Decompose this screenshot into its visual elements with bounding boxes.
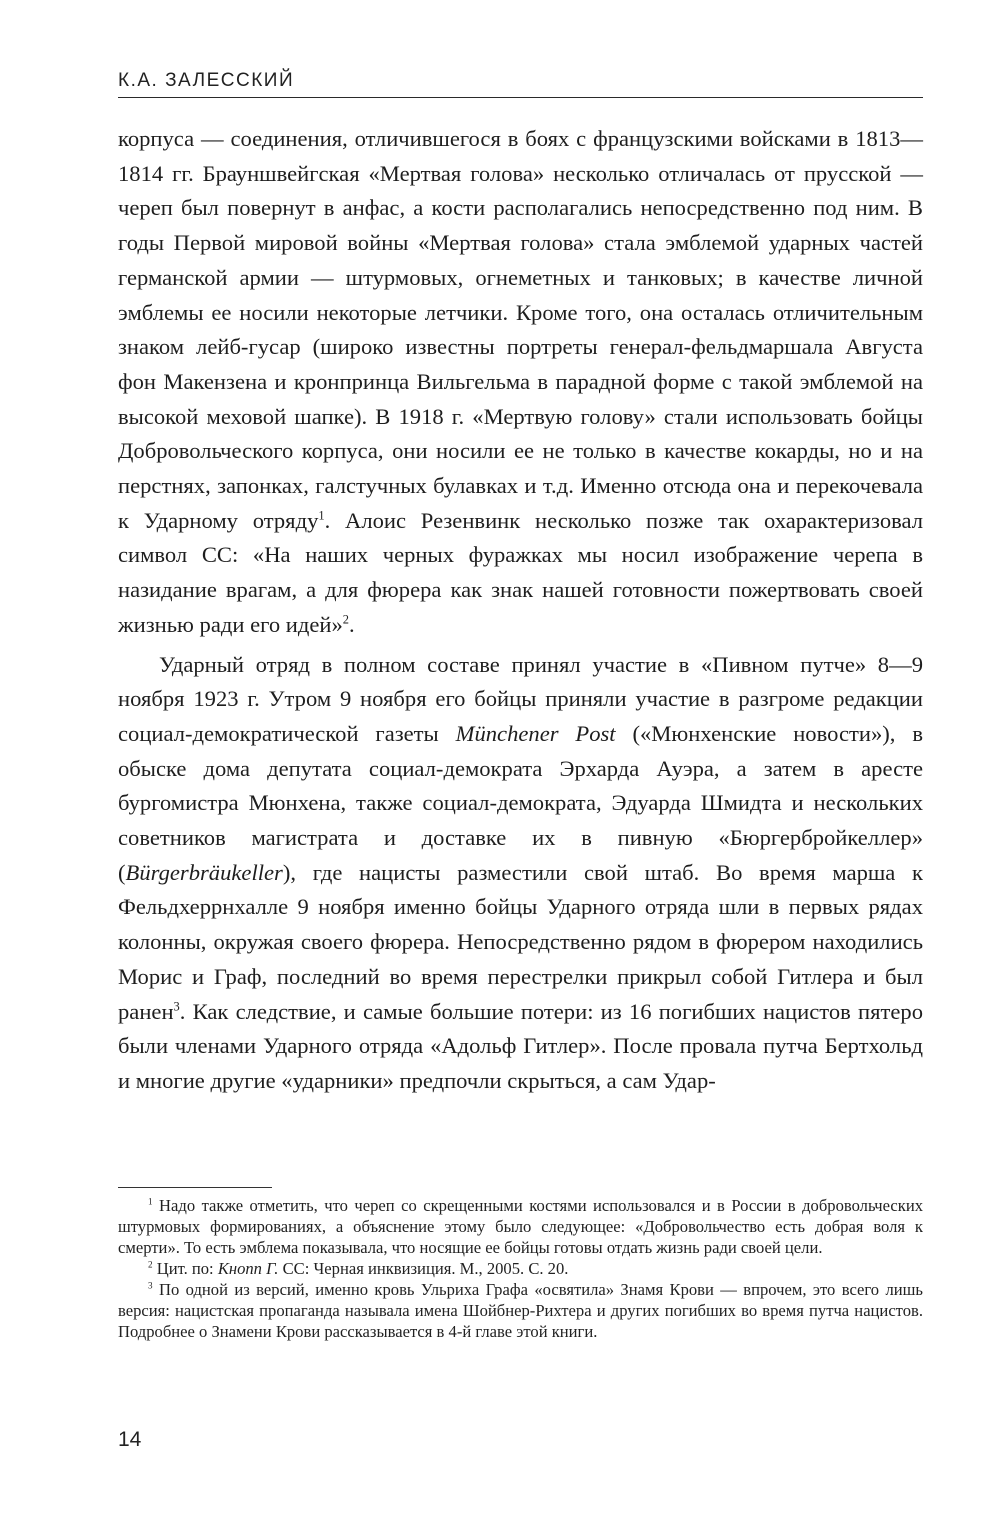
page-header <box>118 70 923 98</box>
footnote-ref-2[interactable]: 2 <box>342 612 350 627</box>
footnote-author: Кнопп Г. <box>217 1259 279 1278</box>
page-number: 14 <box>118 1428 142 1451</box>
footnote-number: 2 <box>148 1259 153 1270</box>
footnote-ref-3[interactable]: 3 <box>173 999 180 1014</box>
paragraph-2-text-d: . Как следствие, и самые большие потери: из 16 погибших нацистов пятеро были членами Ударного отряда «Адольф Гитлер». После провала путча Бертхольд и многие другие «ударники» предпочли скрыться, а сам Удар- <box>118 998 923 1093</box>
main-text <box>118 122 923 1099</box>
newspaper-title: Münchener Post <box>455 720 616 746</box>
footnote-divider <box>118 1187 272 1188</box>
footnote-3 <box>118 1279 923 1342</box>
paragraph-2-text-b: («Мюнхенские новости»), в обыске дома депутата социал-демократа Эрхарда Ауэра, а затем в аресте бургомистра Мюнхена, также социал-демократа, Эдуарда Шмидта и нескольких советников магистрата и доставке их в пивную «Бюргербройкеллер» ( <box>118 720 924 885</box>
paragraph-1 <box>118 122 923 643</box>
beer-hall-name: Bürgerbräukeller <box>125 859 283 885</box>
paragraph-2-text-c: ), где нацисты разместили свой штаб. Во время марша к Фельдхеррнхалле 9 ноября именно бойцы Ударного отряда шли в первых рядах колонны, окружая своего фюрера. Непосредственно рядом в фюрером находились Морис и Граф, последний во время перестрелки прикрыл собой Гитлера и был ранен <box>118 859 923 1024</box>
footnote-text: Надо также отметить, что череп со скрещенными костями использовался и в России в добровольческих штурмовых формированиях, а объяснение этому было следующее: «Добровольчество есть добрая воля к смерти». То есть эмблема показывала, что носящие ее бойцы готовы отдать жизнь ради своей цели. <box>118 1196 923 1257</box>
paragraph-2 <box>118 648 923 1099</box>
paragraph-1-text-c: . <box>349 611 355 637</box>
footnotes <box>118 1195 923 1342</box>
footnote-text: Цит. по: <box>152 1259 218 1278</box>
paragraph-2-text-a: Ударный отряд в полном составе принял участие в «Пивном путче» 8—9 ноября 1923 г. Утром 9 ноября его бойцы приняли участие в разгроме редакции социал-демократической газеты <box>118 651 923 746</box>
footnote-1 <box>118 1195 923 1258</box>
footnote-number: 1 <box>148 1196 153 1207</box>
paragraph-1-text-a: корпуса — соединения, отличившегося в боях с французскими войсками в 1813—1814 гг. Брауншвейгская «Мертвая голова» несколько отличалась от прусской — череп был повернут в анфас, а кости располагались непосредственно под ним. В годы Первой мировой войны «Мертвая голова» стала эмблемой ударных частей германской армии — штурмовых, огнеметных и танковых; в качестве личной эмблемы ее носили некоторые летчики. Кроме того, она осталась отличительным знаком лейб-гусар (широко известны портреты генерал-фельдмаршала Августа фон Макензена и кронпринца Вильгельма в парадной форме с такой эмблемой на высокой меховой шапке). В 1918 г. «Мертвую голову» стали использовать бойцы Добровольческого корпуса, они носили ее не только в качестве кокарды, но и на перстнях, запонках, галстучных булавках и т.д. Именно отсюда она и перекочевала к Ударному отряду <box>118 126 923 533</box>
footnote-2 <box>118 1258 923 1279</box>
running-head: К.А. ЗАЛЕССКИЙ <box>118 70 295 91</box>
footnote-text: СС: Черная инквизиция. М., 2005. С. 20. <box>278 1259 569 1278</box>
paragraph-1-text-b: . Алоис Резенвинк несколько позже так охарактеризовал символ СС: «На наших черных фуражках мы носил изображение черепа в назидание врагам, а для фюрера как знак нашей готовности пожертвовать своей жизнью ради его идей» <box>118 507 924 637</box>
footnote-number: 3 <box>148 1280 153 1291</box>
footnote-ref-1[interactable]: 1 <box>318 508 325 523</box>
footnote-text: По одной из версий, именно кровь Ульриха Графа «освятила» Знамя Крови — впрочем, это всего лишь версия: нацистская пропаганда называла имена Шойбнер-Рихтера и других погибших во время путча нацистов. Подробнее о Знамени Крови рассказывается в 4-й главе этой книги. <box>118 1280 923 1341</box>
